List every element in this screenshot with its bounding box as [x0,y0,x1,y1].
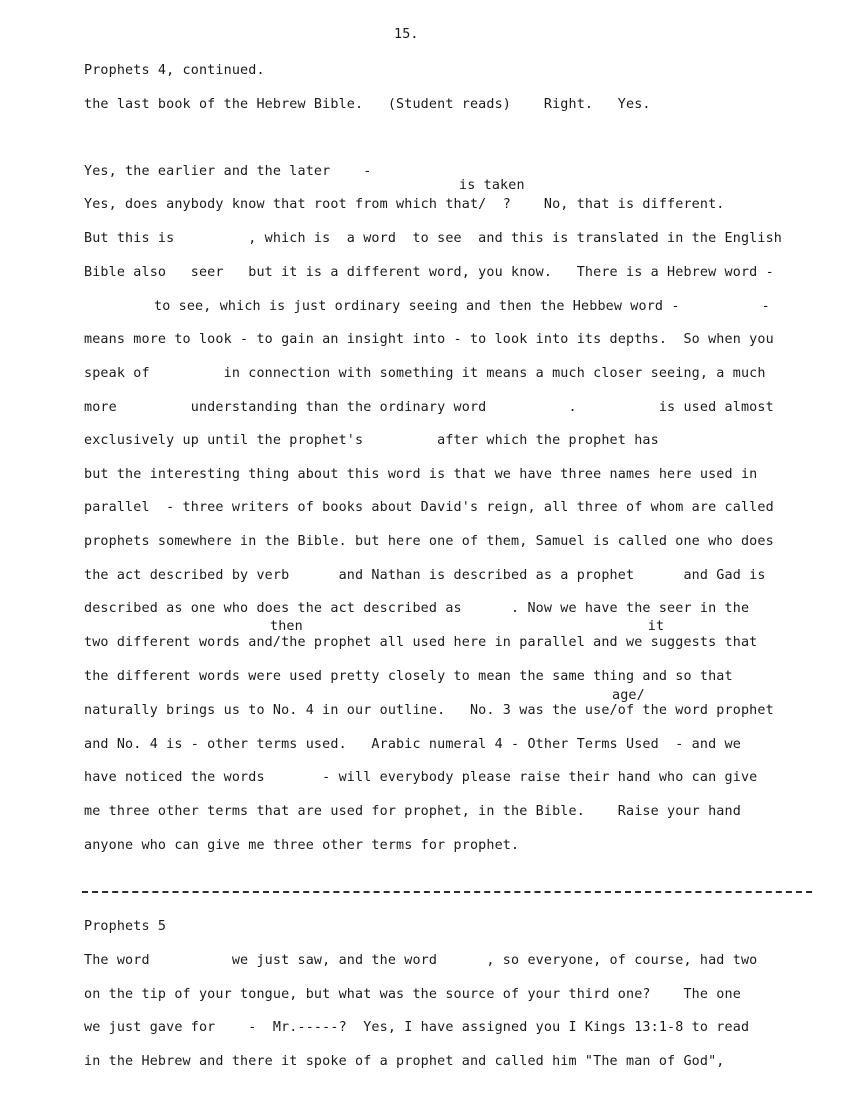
text-line: the last book of the Hebrew Bible. (Student reads) Right. Yes. [84,97,651,112]
text-line: parallel - three writers of books about David's reign, all three of whom are called [84,500,774,515]
text-line: two different words and/the prophet all used here in parallel and we suggests that [84,635,758,650]
text-line: in the Hebrew and there it spoke of a prophet and called him "The man of God", [84,1054,725,1069]
text-line: the different words were used pretty closely to mean the same thing and so that [84,669,733,684]
text-line: have noticed the words - will everybody please raise their hand who can give [84,770,758,785]
text-line: exclusively up until the prophet's after which the prophet has [84,433,659,448]
text-line: naturally brings us to No. 4 in our outline. No. 3 was the use/of the word prophet [84,703,774,718]
page-number: 15. [394,27,419,42]
section-divider [82,891,812,893]
text-line: to see, which is just ordinary seeing and then the Hebbew word - - [154,299,770,314]
interlinear-insertion: then it [270,619,665,634]
interlinear-insertion: age/ [612,688,645,703]
text-line: means more to look - to gain an insight into - to look into its depths. So when you [84,332,774,347]
section-header-prophets-5: Prophets 5 [84,919,167,934]
text-line: speak of in connection with something it means a much closer seeing, a much [84,366,766,381]
text-line: more understanding than the ordinary word . is used almost [84,400,774,415]
text-line: the act described by verb and Nathan is described as a prophet and Gad is [84,568,766,583]
text-line: described as one who does the act described as . Now we have the seer in the [84,601,750,616]
text-line: prophets somewhere in the Bible. but here one of them, Samuel is called one who does [84,534,774,549]
text-line: but the interesting thing about this word is that we have three names here used in [84,467,758,482]
text-line: Bible also seer but it is a different word, you know. There is a Hebrew word - [84,265,774,280]
interlinear-insertion: is taken [459,178,525,193]
text-line: anyone who can give me three other terms for prophet. [84,838,520,853]
text-line: Yes, the earlier and the later - [84,164,372,179]
section-header-prophets-4: Prophets 4, continued. [84,63,265,78]
text-line: me three other terms that are used for prophet, in the Bible. Raise your hand [84,804,741,819]
text-line: But this is , which is a word to see and this is translated in the English [84,231,783,246]
text-line: Yes, does anybody know that root from which that/ ? No, that is different. [84,197,725,212]
text-line: and No. 4 is - other terms used. Arabic numeral 4 - Other Terms Used - and we [84,737,741,752]
text-line: The word we just saw, and the word , so everyone, of course, had two [84,953,758,968]
text-line: we just gave for - Mr.-----? Yes, I have assigned you I Kings 13:1-8 to read [84,1020,750,1035]
text-line: on the tip of your tongue, but what was the source of your third one? The one [84,987,741,1002]
